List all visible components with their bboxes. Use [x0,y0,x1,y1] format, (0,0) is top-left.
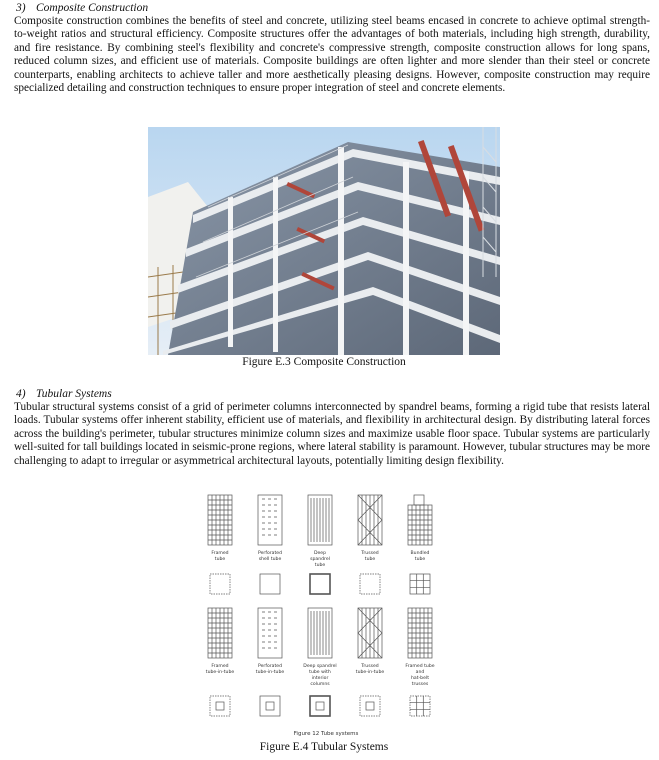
hat-belt-truss-elevation [408,608,432,658]
tube-label: Deep spandrel tube with interior columns [303,664,337,687]
tube-label: Perforated tube-in-tube [255,664,285,675]
composite-construction-photo [148,127,500,355]
perforated-tube-in-tube-elevation [258,608,282,658]
trussed-tube-in-tube-elevation [358,608,382,658]
tube-label: Perforated shell tube [258,551,282,562]
section-number: 3) [16,2,26,14]
bundled-tube-elevation [408,495,432,545]
tube-systems-diagram [196,490,456,740]
section-title: Tubular Systems [36,388,112,400]
tube-label: Trussed tube [361,551,379,562]
composite-paragraph: Composite construction combines the benefits of steel and concrete, utilizing steel beams encased in concrete to achieve optimal strength-to-weight ratios and structural efficiency. Composite structures offer the advantages of both materials, including high strength, durability, and fire resistance. By combining steel's flexibility and concrete's compressive strength, composite construction allows for long spans, reduced column sizes, and efficient use of materials. Composite buildings are often lighter and more slender than their steel or concrete counterparts, enabling architects to achieve taller and more aesthetically pleasing designs. However, composite construction may require specialized detailing and construction techniques to ensure proper integration of steel and concrete elements. [14,15,650,95]
tube-label: Framed tube and hat-belt trusses [405,664,435,687]
tube-label: Framed tube-in-tube [205,664,235,675]
trussed-tube-elevation [358,495,382,545]
deep-spandrel-interior-elevation [308,608,332,658]
tube-figure-inner-caption: Figure 12 Tube systems [293,731,359,737]
framed-tube-elevation [208,495,232,545]
tube-label: Trussed tube-in-tube [355,664,385,675]
document-page [14,2,650,95]
section-heading-composite [16,2,650,15]
tube-label: Framed tube [211,551,229,562]
tubular-paragraph: Tubular structural systems consist of a grid of perimeter columns interconnected by spandrel beams, forming a rigid tube that resists lateral loads. Tubular systems offer inherent stability, efficient use of materials, and flexibility in architectural design. By distributing lateral forces across the building's perimeter, tubular structures minimize column sizes and maximize usable floor space. Tubular systems are particularly well-suited for tall buildings located in seismic-prone regions, where lateral stability is paramount. However, tubular structures may be more challenging to adapt to irregular or asymmetrical architectural layouts, potentially limiting design flexibility. [14,401,650,467]
perforated-tube-elevation [258,495,282,545]
figure-e3-caption: Figure E.3 Composite Construction [242,356,406,368]
tubular-section [14,388,650,468]
figure-e4-caption: Figure E.4 Tubular Systems [259,741,389,753]
section-title: Composite Construction [36,2,149,14]
deep-spandrel-elevation [308,495,332,545]
section-number: 4) [16,388,26,400]
framed-tube-in-tube-elevation [208,608,232,658]
tube-label: Deep spandrel tube [310,551,330,568]
tube-label: Bundled tube [410,551,430,562]
section-heading-tubular [16,388,650,401]
